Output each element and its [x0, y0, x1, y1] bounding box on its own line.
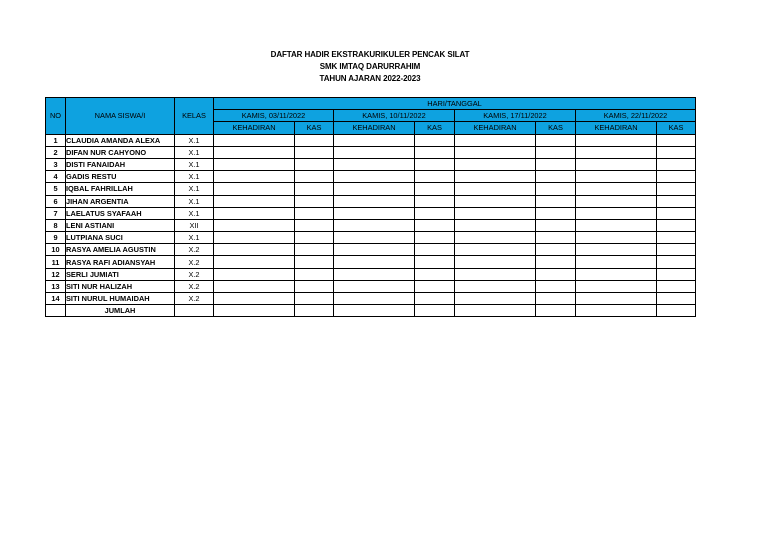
kehadiran-cell[interactable] — [334, 219, 415, 231]
table-row — [46, 183, 696, 195]
student-name: RASYA RAFI ADIANSYAH — [66, 256, 175, 268]
kehadiran-cell[interactable] — [576, 146, 657, 158]
kehadiran-cell[interactable] — [214, 293, 295, 305]
total-cell[interactable] — [536, 305, 576, 317]
kas-cell[interactable] — [295, 171, 334, 183]
kehadiran-cell[interactable] — [576, 232, 657, 244]
kas-cell[interactable] — [415, 207, 455, 219]
total-cell[interactable] — [415, 305, 455, 317]
student-class: X.2 — [175, 244, 214, 256]
row-number: 12 — [46, 268, 66, 280]
table-row — [46, 256, 696, 268]
kas-cell[interactable] — [657, 158, 696, 170]
kas-cell[interactable] — [295, 293, 334, 305]
kas-cell[interactable] — [536, 232, 576, 244]
kas-cell[interactable] — [415, 293, 455, 305]
kas-cell[interactable] — [657, 256, 696, 268]
kas-cell[interactable] — [415, 256, 455, 268]
table-row — [46, 158, 696, 170]
student-name: GADIS RESTU — [66, 171, 175, 183]
kehadiran-cell[interactable] — [455, 183, 536, 195]
student-class: XII — [175, 219, 214, 231]
kas-cell[interactable] — [415, 134, 455, 146]
document-title — [0, 49, 740, 85]
kas-cell[interactable] — [295, 256, 334, 268]
total-label: JUMLAH — [66, 305, 175, 317]
kas-cell[interactable] — [657, 219, 696, 231]
student-rows — [46, 134, 696, 305]
student-name: CLAUDIA AMANDA ALEXA — [66, 134, 175, 146]
kas-cell[interactable] — [536, 195, 576, 207]
kehadiran-cell[interactable] — [334, 207, 415, 219]
kehadiran-cell[interactable] — [334, 232, 415, 244]
row-number: 9 — [46, 232, 66, 244]
student-name: JIHAN ARGENTIA — [66, 195, 175, 207]
total-cell[interactable] — [334, 305, 415, 317]
kehadiran-cell[interactable] — [214, 171, 295, 183]
row-number: 7 — [46, 207, 66, 219]
row-number: 4 — [46, 171, 66, 183]
student-name: LUTPIANA SUCI — [66, 232, 175, 244]
table-row — [46, 134, 696, 146]
row-number: 11 — [46, 256, 66, 268]
kehadiran-cell[interactable] — [334, 146, 415, 158]
kehadiran-cell[interactable] — [455, 256, 536, 268]
kehadiran-cell[interactable] — [576, 207, 657, 219]
attendance-table — [45, 97, 696, 317]
header-name: NAMA SISWA/I — [66, 98, 175, 135]
kas-cell[interactable] — [536, 183, 576, 195]
kehadiran-cell[interactable] — [214, 244, 295, 256]
header-kas: KAS — [415, 122, 455, 134]
kas-cell[interactable] — [657, 183, 696, 195]
table-row — [46, 195, 696, 207]
student-name: RASYA AMELIA AGUSTIN — [66, 244, 175, 256]
kas-cell[interactable] — [536, 207, 576, 219]
kehadiran-cell[interactable] — [576, 293, 657, 305]
total-cell[interactable] — [214, 305, 295, 317]
total-cell[interactable] — [455, 305, 536, 317]
kehadiran-cell[interactable] — [214, 207, 295, 219]
kas-cell[interactable] — [415, 195, 455, 207]
table-row — [46, 268, 696, 280]
kas-cell[interactable] — [657, 244, 696, 256]
kehadiran-cell[interactable] — [576, 195, 657, 207]
student-class: X.1 — [175, 158, 214, 170]
kehadiran-cell[interactable] — [334, 256, 415, 268]
kehadiran-cell[interactable] — [334, 134, 415, 146]
header-kas: KAS — [295, 122, 334, 134]
student-name: SERLI JUMIATI — [66, 268, 175, 280]
student-class: X.1 — [175, 195, 214, 207]
kehadiran-cell[interactable] — [334, 195, 415, 207]
header-kelas: KELAS — [175, 98, 214, 135]
kehadiran-cell[interactable] — [214, 183, 295, 195]
student-class: X.1 — [175, 134, 214, 146]
kehadiran-cell[interactable] — [576, 268, 657, 280]
kas-cell[interactable] — [295, 280, 334, 292]
kas-cell[interactable] — [536, 171, 576, 183]
kehadiran-cell[interactable] — [214, 195, 295, 207]
header-kehadiran: KEHADIRAN — [334, 122, 415, 134]
kas-cell[interactable] — [536, 280, 576, 292]
kas-cell[interactable] — [657, 146, 696, 158]
kehadiran-cell[interactable] — [455, 280, 536, 292]
header-hari-tanggal: HARI/TANGGAL — [214, 98, 696, 110]
kehadiran-cell[interactable] — [455, 158, 536, 170]
header-kehadiran: KEHADIRAN — [576, 122, 657, 134]
header-row-1 — [46, 98, 696, 110]
kehadiran-cell[interactable] — [576, 158, 657, 170]
kas-cell[interactable] — [295, 158, 334, 170]
kehadiran-cell[interactable] — [455, 146, 536, 158]
table-row — [46, 219, 696, 231]
total-cell[interactable] — [576, 305, 657, 317]
kehadiran-cell[interactable] — [334, 183, 415, 195]
kehadiran-cell[interactable] — [214, 146, 295, 158]
student-name: IQBAL FAHRILLAH — [66, 183, 175, 195]
kehadiran-cell[interactable] — [455, 171, 536, 183]
header-date: KAMIS, 10/11/2022 — [334, 110, 455, 122]
student-name: LAELATUS SYAFAAH — [66, 207, 175, 219]
kehadiran-cell[interactable] — [214, 219, 295, 231]
student-class: X.2 — [175, 293, 214, 305]
student-class: X.1 — [175, 146, 214, 158]
kehadiran-cell[interactable] — [214, 232, 295, 244]
kehadiran-cell[interactable] — [455, 293, 536, 305]
row-number: 13 — [46, 280, 66, 292]
kas-cell[interactable] — [657, 293, 696, 305]
table-row — [46, 232, 696, 244]
header-kehadiran: KEHADIRAN — [214, 122, 295, 134]
kehadiran-cell[interactable] — [576, 280, 657, 292]
header-kas: KAS — [657, 122, 696, 134]
header-date: KAMIS, 22/11/2022 — [576, 110, 696, 122]
kas-cell[interactable] — [657, 134, 696, 146]
kas-cell[interactable] — [657, 232, 696, 244]
kas-cell[interactable] — [415, 232, 455, 244]
kas-cell[interactable] — [536, 219, 576, 231]
kehadiran-cell[interactable] — [455, 134, 536, 146]
header-no: NO — [46, 98, 66, 135]
kehadiran-cell[interactable] — [455, 244, 536, 256]
student-class: X.1 — [175, 207, 214, 219]
kas-cell[interactable] — [536, 134, 576, 146]
kas-cell[interactable] — [295, 183, 334, 195]
kehadiran-cell[interactable] — [214, 280, 295, 292]
kas-cell[interactable] — [657, 268, 696, 280]
kas-cell[interactable] — [415, 280, 455, 292]
kas-cell[interactable] — [536, 256, 576, 268]
table-row — [46, 280, 696, 292]
kas-cell[interactable] — [657, 207, 696, 219]
header-date: KAMIS, 03/11/2022 — [214, 110, 334, 122]
kehadiran-cell[interactable] — [455, 232, 536, 244]
kehadiran-cell[interactable] — [576, 219, 657, 231]
kas-cell[interactable] — [295, 207, 334, 219]
kehadiran-cell[interactable] — [214, 158, 295, 170]
table-row — [46, 244, 696, 256]
kas-cell[interactable] — [415, 219, 455, 231]
row-number: 6 — [46, 195, 66, 207]
student-name: SITI NUR HALIZAH — [66, 280, 175, 292]
kas-cell[interactable] — [657, 195, 696, 207]
student-name: DISTI FANAIDAH — [66, 158, 175, 170]
kas-cell[interactable] — [415, 146, 455, 158]
kehadiran-cell[interactable] — [214, 134, 295, 146]
table-row — [46, 146, 696, 158]
table-row — [46, 207, 696, 219]
kas-cell[interactable] — [415, 183, 455, 195]
kehadiran-cell[interactable] — [455, 219, 536, 231]
total-cell[interactable] — [295, 305, 334, 317]
student-name: LENI ASTIANI — [66, 219, 175, 231]
row-number: 2 — [46, 146, 66, 158]
kas-cell[interactable] — [295, 134, 334, 146]
kehadiran-cell[interactable] — [576, 244, 657, 256]
kehadiran-cell[interactable] — [576, 183, 657, 195]
row-number: 1 — [46, 134, 66, 146]
kehadiran-cell[interactable] — [576, 171, 657, 183]
kas-cell[interactable] — [295, 232, 334, 244]
total-row — [46, 305, 696, 317]
kehadiran-cell[interactable] — [455, 207, 536, 219]
kehadiran-cell[interactable] — [334, 244, 415, 256]
title-line-1: DAFTAR HADIR EKSTRAKURIKULER PENCAK SILAT — [270, 50, 470, 59]
row-number: 8 — [46, 219, 66, 231]
kehadiran-cell[interactable] — [214, 256, 295, 268]
title-line-2: SMK IMTAQ DARURRAHIM — [319, 62, 421, 71]
row-number: 5 — [46, 183, 66, 195]
student-name: DIFAN NUR CAHYONO — [66, 146, 175, 158]
total-cell[interactable] — [657, 305, 696, 317]
kas-cell[interactable] — [415, 171, 455, 183]
kehadiran-cell[interactable] — [214, 268, 295, 280]
title-line-3: TAHUN AJARAN 2022-2023 — [319, 74, 421, 83]
kehadiran-cell[interactable] — [334, 268, 415, 280]
kehadiran-cell[interactable] — [334, 158, 415, 170]
kas-cell[interactable] — [415, 268, 455, 280]
kehadiran-cell[interactable] — [334, 280, 415, 292]
kas-cell[interactable] — [415, 244, 455, 256]
student-class: X.2 — [175, 256, 214, 268]
student-name: SITI NURUL HUMAIDAH — [66, 293, 175, 305]
kas-cell[interactable] — [536, 268, 576, 280]
kas-cell[interactable] — [295, 219, 334, 231]
header-kas: KAS — [536, 122, 576, 134]
header-date: KAMIS, 17/11/2022 — [455, 110, 576, 122]
table-row — [46, 171, 696, 183]
student-class: X.1 — [175, 183, 214, 195]
row-number: 3 — [46, 158, 66, 170]
kas-cell[interactable] — [415, 158, 455, 170]
total-no-cell — [46, 305, 66, 317]
kas-cell[interactable] — [536, 146, 576, 158]
kas-cell[interactable] — [295, 268, 334, 280]
kas-cell[interactable] — [536, 293, 576, 305]
kas-cell[interactable] — [536, 244, 576, 256]
kehadiran-cell[interactable] — [334, 171, 415, 183]
student-class: X.1 — [175, 232, 214, 244]
kas-cell[interactable] — [536, 158, 576, 170]
student-class: X.2 — [175, 268, 214, 280]
kas-cell[interactable] — [295, 244, 334, 256]
kas-cell[interactable] — [295, 195, 334, 207]
kas-cell[interactable] — [657, 171, 696, 183]
student-class: X.1 — [175, 171, 214, 183]
kehadiran-cell[interactable] — [576, 256, 657, 268]
kas-cell[interactable] — [657, 280, 696, 292]
kehadiran-cell[interactable] — [576, 134, 657, 146]
table-row — [46, 293, 696, 305]
kehadiran-cell[interactable] — [334, 293, 415, 305]
header-kehadiran: KEHADIRAN — [455, 122, 536, 134]
row-number: 14 — [46, 293, 66, 305]
kehadiran-cell[interactable] — [455, 268, 536, 280]
row-number: 10 — [46, 244, 66, 256]
total-kelas-cell — [175, 305, 214, 317]
kas-cell[interactable] — [295, 146, 334, 158]
student-class: X.2 — [175, 280, 214, 292]
kehadiran-cell[interactable] — [455, 195, 536, 207]
